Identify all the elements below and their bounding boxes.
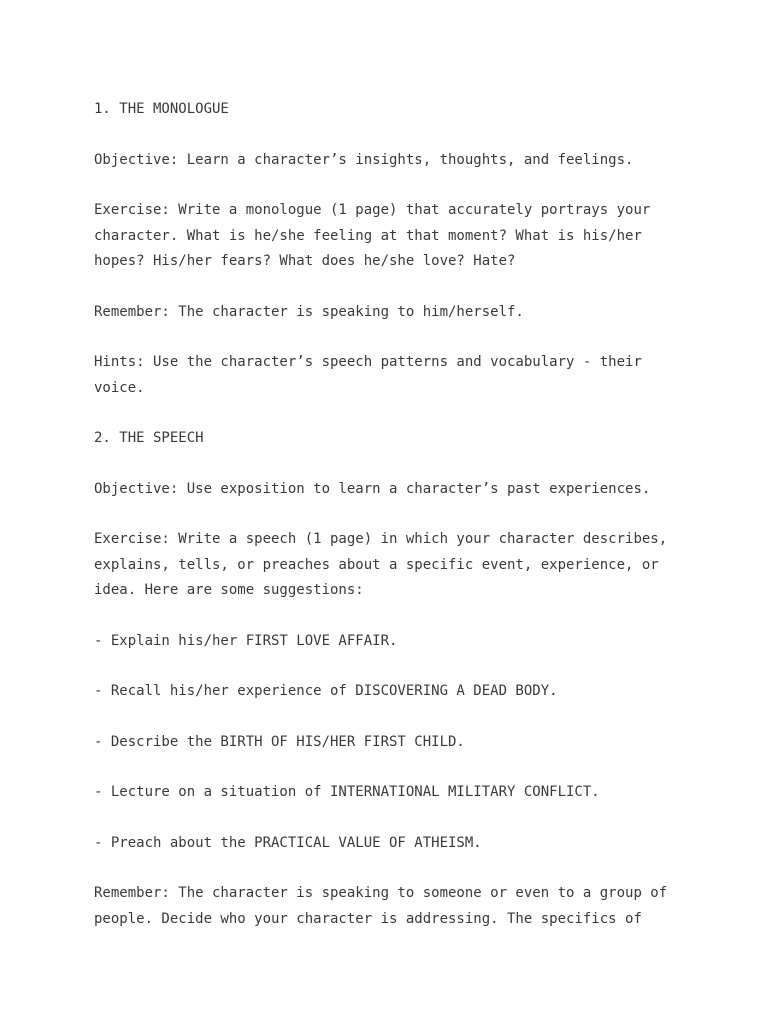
exercise-paragraph — [94, 198, 734, 275]
text-line: Objective: Learn a character’s insights, thoughts, and feelings. — [94, 151, 634, 168]
section-heading — [94, 426, 734, 452]
text-line: Remember: The character is speaking to someone or even to a group of — [94, 885, 668, 901]
exercise-paragraph — [94, 527, 734, 604]
text-line: - Preach about the PRACTICAL VALUE OF ATHEISM. — [94, 834, 482, 851]
suggestion-item — [94, 730, 734, 756]
text-line: Remember: The character is speaking to him/herself. — [94, 303, 524, 320]
text-line: - Recall his/her experience of DISCOVERING A DEAD BODY. — [94, 683, 558, 699]
text-line: character. What is he/she feeling at that moment? What is his/her — [94, 227, 642, 244]
text-line: explains, tells, or preaches about a specific event, experience, or — [94, 556, 659, 573]
text-line: - Lecture on a situation of INTERNATIONAL MILITARY CONFLICT. — [94, 784, 600, 800]
suggestion-item — [94, 780, 734, 806]
suggestion-item — [94, 629, 734, 655]
text-line: Hints: Use the character’s speech patterns and vocabulary - their — [94, 354, 642, 370]
text-line: Exercise: Write a speech (1 page) in which your character describes, — [94, 531, 668, 547]
suggestion-item — [94, 679, 734, 705]
text-line: voice. — [94, 379, 145, 396]
remember-paragraph — [94, 881, 734, 932]
text-line: hopes? His/her fears? What does he/she love? Hate? — [94, 253, 516, 269]
document-page — [94, 97, 734, 957]
objective-paragraph — [94, 477, 734, 503]
text-line: 1. THE MONOLOGUE — [94, 101, 229, 117]
section-heading — [94, 97, 734, 123]
text-line: Exercise: Write a monologue (1 page) that accurately portrays your — [94, 202, 651, 218]
text-line: - Describe the BIRTH OF HIS/HER FIRST CHILD. — [94, 733, 465, 750]
suggestion-item — [94, 831, 734, 857]
text-line: - Explain his/her FIRST LOVE AFFAIR. — [94, 632, 398, 649]
objective-paragraph — [94, 148, 734, 174]
remember-paragraph — [94, 300, 734, 326]
text-line: idea. Here are some suggestions: — [94, 582, 364, 598]
text-line: Objective: Use exposition to learn a character’s past experiences. — [94, 480, 651, 497]
text-line: people. Decide who your character is addressing. The specifics of — [94, 910, 642, 927]
hints-paragraph — [94, 350, 734, 401]
text-line: 2. THE SPEECH — [94, 430, 204, 446]
